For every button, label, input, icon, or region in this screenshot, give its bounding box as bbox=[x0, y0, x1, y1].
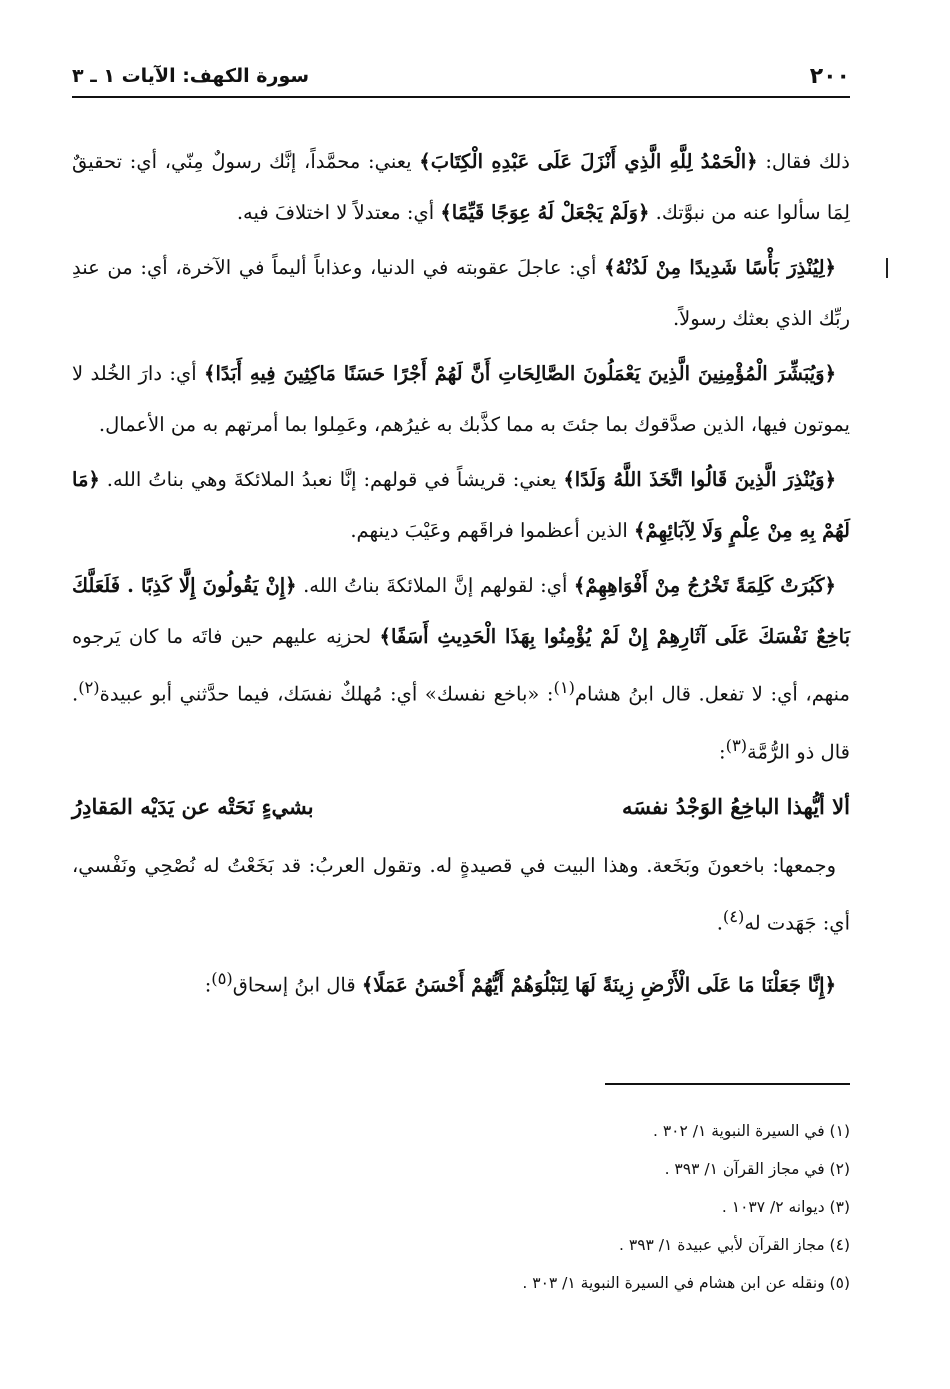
quran-verse: ﴿الْحَمْدُ لِلَّهِ الَّذِي أَنْزَلَ عَلَى عَبْدِهِ الْكِتَابَ﴾ bbox=[419, 150, 758, 173]
text: وجمعها: باخعونَ وبَخَعة. وهذا البيت في قصيدةٍ له. وتقول العربُ: قد بَخَعْتُ له نُصْحِي ونَفْسي، أي: جَهَدت له bbox=[72, 854, 850, 935]
text: : bbox=[204, 973, 212, 996]
text: ذلك فقال: bbox=[757, 150, 850, 173]
quran-verse: ﴿مَا لَهُمْ بِهِ مِنْ عِلْمٍ وَلَا لِآبَائِهِمْ﴾ bbox=[72, 468, 850, 542]
quran-verse: ﴿إِنْ يَقُولُونَ إِلَّا كَذِبًا . فَلَعَلَّكَ بَاخِعٌ نَفْسَكَ عَلَى آثَارِهِمْ إِنْ لَمْ يُؤْمِنُوا بِهَذَا الْحَدِيثِ أَسَفًا﴾ bbox=[72, 574, 851, 648]
poetry-verse bbox=[72, 781, 850, 832]
verse-second-hemistich: بشيءٍ نَحَتْه عن يَدَيْه المَقادِرُ bbox=[72, 794, 314, 819]
quran-verse: ﴿وَلَمْ يَجْعَلْ لَهُ عِوَجًا قَيِّمًا﴾ bbox=[440, 201, 650, 224]
verse-first-hemistich: ألا أيُّهذا الباخِعُ الوَجْدُ نفسَه bbox=[622, 794, 850, 819]
footnote-ref[interactable]: (٤) bbox=[722, 907, 745, 926]
paragraph-5 bbox=[72, 560, 850, 777]
text: . قال ذو الرُّمَّة bbox=[72, 682, 850, 763]
text: لحزنِه عليهم حين فاتَه ما كان يَرجوه منهم، أي: لا تفعل. قال ابنُ هشام bbox=[72, 625, 850, 706]
paragraph-7 bbox=[72, 953, 850, 1011]
footnote-1: (١) في السيرة النبوية ١/ ٣٠٢ . bbox=[652, 1122, 850, 1140]
quran-verse: ﴿لِيُنْذِرَ بَأْسًا شَدِيدًا مِنْ لَدُنْهُ﴾ bbox=[604, 256, 836, 279]
text: أي: دارَ الخُلد لا يموتون فيها، الذين صدَّقوك بما جئتَ به مما كذَّبك به غيرُهم، وعَمِلوا بما أمرتهم به من الأعمال. bbox=[72, 362, 850, 436]
running-title: سورة الكهف: الآيات ١ ـ ٣ bbox=[72, 65, 310, 87]
page-number: ٢٠٠ bbox=[809, 63, 850, 89]
quran-verse: ﴿وَيُنْذِرَ الَّذِينَ قَالُوا اتَّخَذَ اللَّهُ وَلَدًا﴾ bbox=[563, 468, 836, 491]
text: . bbox=[716, 911, 723, 935]
text: قال ابنُ إسحاق bbox=[232, 973, 362, 996]
margin-mark bbox=[886, 258, 888, 278]
paragraph-2 bbox=[72, 242, 850, 344]
footnote-ref[interactable]: (١) bbox=[553, 678, 575, 697]
footnote-4: (٤) مجاز القرآن لأبي عبيدة ١/ ٣٩٣ . bbox=[619, 1236, 850, 1254]
text: أي: معتدلاً لا اختلافَ فيه. bbox=[236, 201, 441, 224]
paragraph-3 bbox=[72, 348, 850, 450]
footnote-divider bbox=[605, 1083, 850, 1085]
footnotes bbox=[72, 1112, 850, 1302]
text: يعني: قريشاً في قولهم: إنَّا نعبدُ الملائكةَ وهي بناتُ الله. bbox=[99, 468, 564, 491]
quran-verse: ﴿كَبُرَتْ كَلِمَةً تَخْرُجُ مِنْ أَفْوَاهِهِمْ﴾ bbox=[573, 574, 836, 597]
text: يعني: محمَّداً، إنَّك رسولٌ مِنّي، أي: تحقيقٌ لِمَا سألوا عنه من نبوَّتك. bbox=[72, 150, 850, 224]
footnote-3: (٣) ديوانه ٢/ ١٠٣٧ . bbox=[721, 1198, 850, 1216]
text: أي: لقولهم إنَّ الملائكةَ بناتُ الله. bbox=[296, 574, 574, 597]
page-header bbox=[72, 56, 850, 98]
main-text bbox=[72, 136, 850, 1014]
footnote-ref[interactable]: (٥) bbox=[211, 968, 233, 988]
quran-verse: ﴿وَيُبَشِّرَ الْمُؤْمِنِينَ الَّذِينَ يَعْمَلُونَ الصَّالِحَاتِ أَنَّ لَهُمْ أَجْرًا حَسَنًا مَاكِثِينَ فِيهِ أَبَدًا﴾ bbox=[204, 362, 836, 385]
paragraph-4 bbox=[72, 454, 850, 556]
footnote-ref[interactable]: (٢) bbox=[78, 678, 100, 697]
text: أي: عاجلَ عقوبته في الدنيا، وعذاباً أليماً في الآخرة، أي: من عندِ ربِّك الذي بعثك رسولاً. bbox=[72, 256, 850, 330]
text: : «باخع نفسك» أي: مُهلكٌ نفسَك، فيما حدَّثني أبو عبيدة bbox=[99, 682, 554, 706]
quran-verse: ﴿إِنَّا جَعَلْنَا مَا عَلَى الْأَرْضِ زِينَةً لَهَا لِنَبْلُوَهُمْ أَيُّهُمْ أَحْسَنُ عَمَلًا﴾ bbox=[361, 973, 836, 996]
paragraph-6 bbox=[72, 840, 850, 949]
text: : bbox=[719, 740, 726, 763]
footnote-5: (٥) ونقله عن ابن هشام في السيرة النبوية ١/ ٣٠٣ . bbox=[522, 1274, 850, 1292]
paragraph-1 bbox=[72, 136, 850, 238]
text: الذين أعظموا فراقَهم وعَيْبَ دينهم. bbox=[350, 519, 635, 542]
footnote-ref[interactable]: (٣) bbox=[725, 735, 748, 755]
footnote-2: (٢) في مجاز القرآن ١/ ٣٩٣ . bbox=[664, 1160, 850, 1178]
